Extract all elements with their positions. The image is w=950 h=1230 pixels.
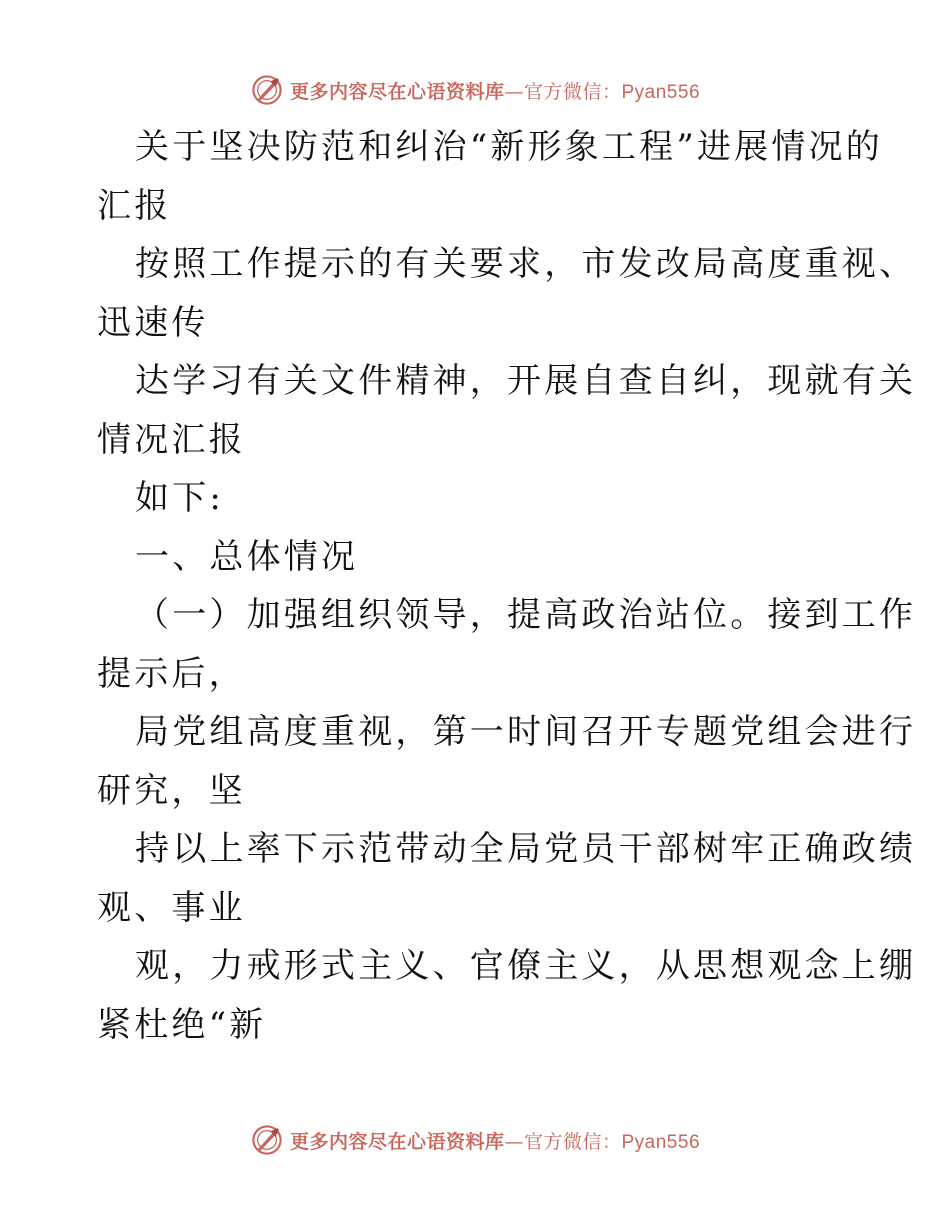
watermark-site: 更多内容尽在心语资料库: [289, 80, 505, 103]
header-watermark: [0, 70, 950, 110]
quill-logo-icon: [250, 73, 284, 107]
doc-line: 提示后，: [97, 653, 246, 694]
watermark-wechat-id: Pyan556: [621, 1131, 701, 1153]
doc-line: 按照工作提示的有关要求，市发改局高度重视、: [135, 244, 917, 284]
watermark-wechat-label: 官方微信：: [523, 80, 622, 103]
footer-watermark: [0, 1120, 950, 1160]
watermark-dash: —: [504, 1130, 524, 1153]
doc-line: （一）加强组织领导，提高政治站位。接到工作: [135, 595, 917, 635]
doc-line: 持以上率下示范带动全局党员干部树牢正确政绩: [135, 829, 917, 869]
watermark-text: [290, 1127, 700, 1154]
doc-line: 关于坚决防范和纠治“新形象工程”进展情况的: [135, 127, 883, 167]
doc-line: 迅速传: [97, 302, 209, 343]
doc-line: 观、事业: [97, 887, 246, 928]
watermark-wechat-label: 官方微信：: [523, 1130, 622, 1153]
doc-line: 达学习有关文件精神，开展自查自纠，现就有关: [135, 361, 917, 401]
doc-line: 观，力戒形式主义、官僚主义，从思想观念上绷: [135, 946, 917, 986]
doc-line: 局党组高度重视，第一时间召开专题党组会进行: [135, 712, 917, 752]
doc-line: 紧杜绝“新: [97, 1004, 267, 1045]
doc-line: 汇报: [97, 185, 172, 226]
watermark-text: [290, 77, 700, 104]
watermark-dash: —: [504, 80, 524, 103]
watermark-site: 更多内容尽在心语资料库: [289, 1130, 505, 1153]
document-body: [97, 118, 917, 1054]
doc-line: 情况汇报: [97, 419, 246, 460]
doc-line: 一、总体情况: [135, 536, 359, 577]
watermark-wechat-id: Pyan556: [621, 81, 701, 103]
quill-logo-icon: [250, 1123, 284, 1157]
doc-line: 研究，坚: [97, 770, 246, 811]
doc-line: 如下:: [135, 478, 225, 518]
